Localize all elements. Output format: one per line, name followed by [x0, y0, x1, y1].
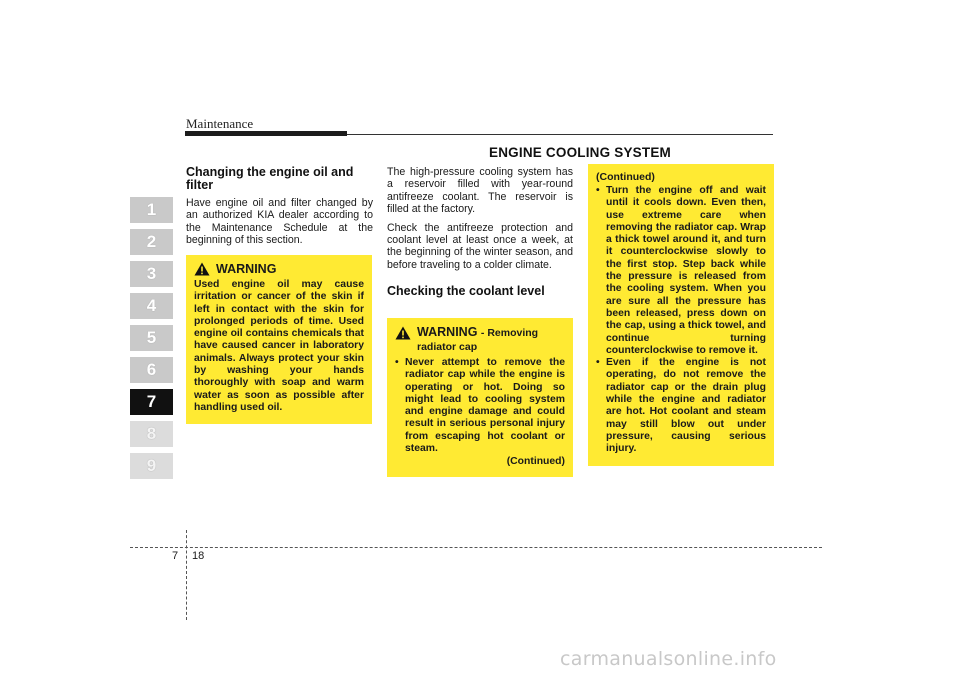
header-rule-thin	[347, 134, 773, 135]
cooling-paragraph-1: The high-pressure cooling system has a reservoir filled with year-round antifreeze coolant. The reservoir is filled at the factory.	[387, 166, 573, 216]
warning-box-used-oil	[186, 255, 372, 424]
continued-label: (Continued)	[506, 456, 565, 468]
engine-oil-paragraph: Have engine oil and filter changed by an authorized KIA dealer according to the Maintenance Schedule at the beginning of this section.	[186, 197, 373, 247]
warning-triangle-icon	[395, 326, 411, 340]
chapter-tab-4[interactable]: 4	[130, 293, 173, 319]
cooling-paragraph-2: Check the antifreeze protection and coolant level at least once a week, at the beginning of the winter season, and before traveling to a colder climate.	[387, 221, 573, 271]
section-heading-engine-oil: Changing the engine oil and filter	[186, 165, 354, 192]
page-header-title: Maintenance	[186, 116, 254, 131]
list-item: • Turn the engine off and wait until it cools down. Even then, use extreme care when removing the radiator cap. Wrap a thick towel around it, and turn it counterclockwise slowly to the first stop. Step back while the pressure is released from the cooling system. When you are sure all the pressure has been released, press down on the cap, using a thick towel, and continue turning counterclockwise to remove it.	[596, 185, 766, 356]
page-number: 18	[192, 550, 205, 562]
chapter-tabs	[130, 197, 173, 485]
warning-bullet-text: Even if the engine is not operating, do not remove the radiator cap or the drain plug while the engine and radiator are hot. Hot coolant and steam may still blow out under pressure, causing serious injury.	[606, 357, 766, 455]
warning-text-used-oil: Used engine oil may cause irritation or cancer of the skin if left in contact with the skin for prolonged periods of time. Used engine oil contains chemicals that have caused cancer in laboratory animals. Always protect your skin by washing your hands thoroughly with soap and warm water as soon as possible after handling used oil.	[194, 279, 364, 413]
chapter-tab-9[interactable]: 9	[130, 453, 173, 479]
footer-divider	[130, 547, 822, 548]
page-chapter-number: 7	[172, 550, 179, 562]
warning-title: WARNING	[216, 262, 277, 276]
chapter-tab-6[interactable]: 6	[130, 357, 173, 383]
continued-label: (Continued)	[596, 171, 655, 183]
list-item: • Even if the engine is not operating, do not remove the radiator cap or the drain plug while the engine and radiator are hot. Hot coolant and steam may still blow out under pressure, causing serious injury.	[596, 357, 766, 455]
left-column	[186, 166, 373, 253]
chapter-tab-2[interactable]: 2	[130, 229, 173, 255]
warning-title: WARNING	[417, 325, 478, 339]
section-heading-coolant-level: Checking the coolant level	[387, 284, 545, 299]
chapter-tab-1[interactable]: 1	[130, 197, 173, 223]
watermark-text: carmanualsonline.info	[560, 648, 777, 670]
chapter-tab-5[interactable]: 5	[130, 325, 173, 351]
header-rule-thick	[185, 131, 347, 136]
warning-triangle-icon	[194, 262, 210, 276]
chapter-tab-8[interactable]: 8	[130, 421, 173, 447]
list-item: • Never attempt to remove the radiator cap while the engine is operating or hot. Doing so might lead to cooling system and engine damage and could result in serious personal injury from escaping hot coolant or steam.	[395, 357, 565, 455]
warning-box-continued	[588, 164, 774, 466]
warning-bullet-text: Never attempt to remove the radiator cap while the engine is operating or hot. Doing so might lead to cooling system and engine damage and could result in serious personal injury from escaping hot coolant or steam.	[405, 357, 565, 455]
section-title-cooling: ENGINE COOLING SYSTEM	[489, 145, 671, 160]
chapter-tab-3[interactable]: 3	[130, 261, 173, 287]
warning-box-radiator-cap	[387, 318, 573, 477]
warning-bullet-text: Turn the engine off and wait until it cools down. Even then, use extreme care when removing the radiator cap. Wrap a thick towel around it, and turn it counterclockwise slowly to the first stop. Step back while the pressure is released from the cooling system. When you are sure all the pressure has been released, press down on the cap, using a thick towel, and continue turning counterclockwise to remove it.	[606, 185, 766, 356]
chapter-tab-7[interactable]: 7	[130, 389, 173, 415]
warning-subtitle: - Removing radiator cap	[417, 327, 539, 353]
middle-column	[387, 166, 573, 303]
footer-divider-vertical	[186, 530, 187, 620]
